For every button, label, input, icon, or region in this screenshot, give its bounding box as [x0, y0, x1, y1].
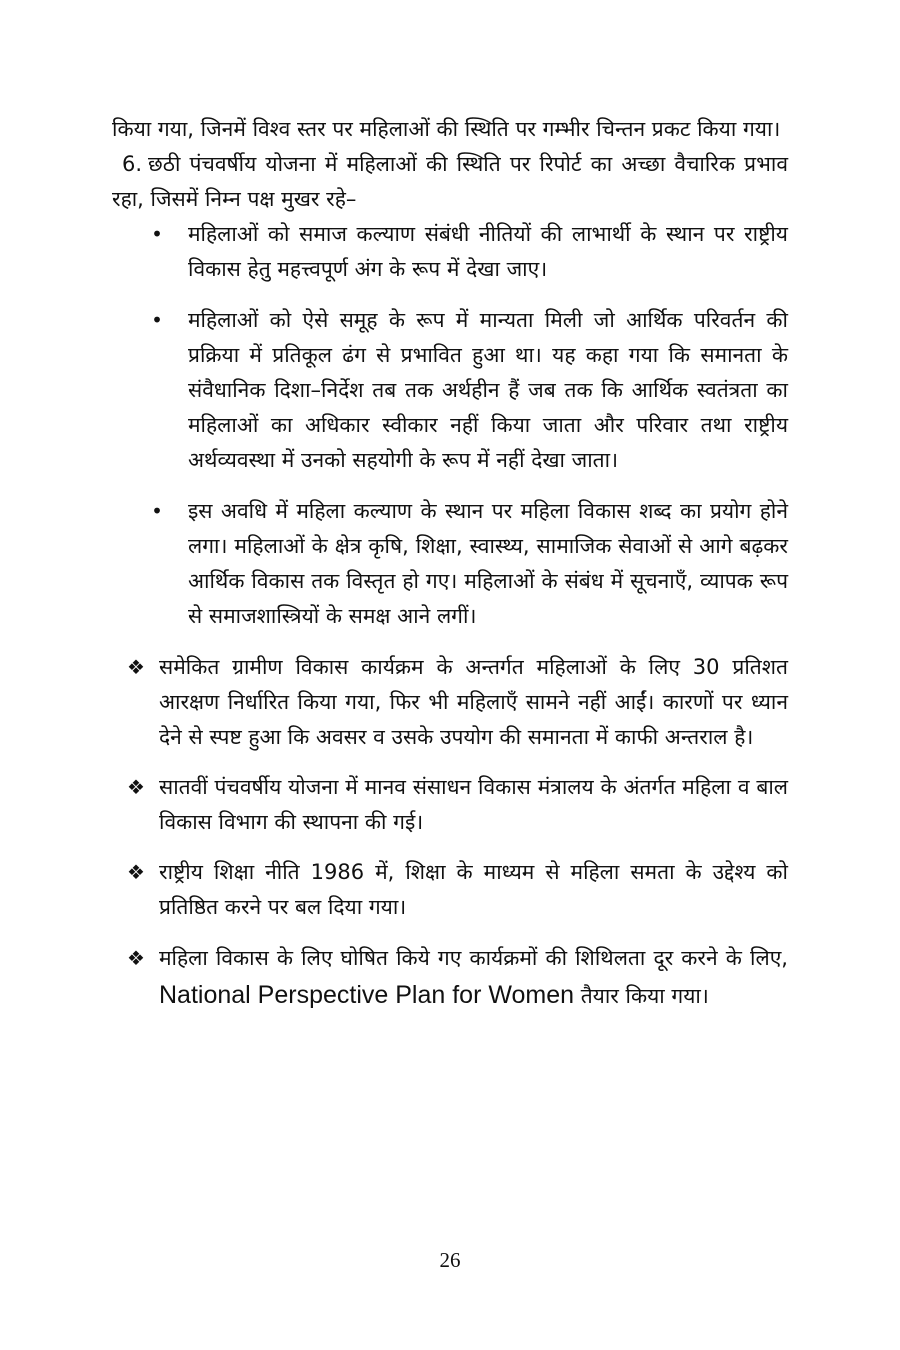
- four-diamond-icon: ❖: [127, 775, 145, 799]
- diamond-item: [112, 855, 788, 925]
- diamond-item: [112, 770, 788, 840]
- diamond-list: [112, 650, 788, 1015]
- diamond-item: [112, 940, 788, 1015]
- diamond-text: सातवीं पंचवर्षीय योजना में मानव संसाधन विकास मंत्रालय के अंतर्गत महिला व बाल विकास विभाग की स्थापना की गई।: [159, 775, 788, 834]
- diamond-text: राष्ट्रीय शिक्षा नीति 1986 में, शिक्षा के माध्यम से महिला समता के उद्देश्य को प्रतिष्ठित करने पर बल दिया गया।: [159, 860, 788, 919]
- four-diamond-icon: ❖: [127, 860, 145, 884]
- section-6-text: छठी पंचवर्षीय योजना में महिलाओं की स्थिति पर रिपोर्ट का अच्छा वैचारिक प्रभाव रहा, जिसमें निम्न पक्ष मुखर रहे–: [112, 152, 788, 211]
- four-diamond-icon: ❖: [127, 655, 145, 679]
- diamond-text-after: तैयार किया गया।: [574, 984, 709, 1008]
- bullet-item: [112, 303, 788, 478]
- page-number: 26: [439, 1248, 461, 1272]
- bullet-text: इस अवधि में महिला कल्याण के स्थान पर महिला विकास शब्द का प्रयोग होने लगा। महिलाओं के क्षेत्र कृषि, शिक्षा, स्वास्थ्य, सामाजिक सेवाओं से आगे बढ़कर आर्थिक विकास तक विस्तृत हो गए। महिलाओं के संबंध में सूचनाएँ, व्यापक रूप से समाजशास्त्रियों के समक्ष आने लगीं।: [188, 499, 788, 628]
- document-page: [112, 112, 788, 1030]
- bullet-icon: •: [151, 308, 163, 332]
- section-6-number: 6.: [122, 152, 143, 176]
- diamond-text-before: महिला विकास के लिए घोषित किये गए कार्यक्रमों की शिथिलता दूर करने के लिए,: [159, 946, 788, 970]
- diamond-item: [112, 650, 788, 755]
- bullet-item: [112, 494, 788, 634]
- bullet-text: महिलाओं को ऐसे समूह के रूप में मान्यता मिली जो आर्थिक परिवर्तन की प्रक्रिया में प्रतिकूल ढंग से प्रभावित हुआ था। यह कहा गया कि समानता के संवैधानिक दिशा–निर्देश तब तक अर्थहीन हैं जब तक कि आर्थिक स्वतंत्रता का महिलाओं का अधिकार स्वीकार नहीं किया जाता और परिवार तथा राष्ट्रीय अर्थव्यवस्था में उनको सहयोगी के रूप में नहीं देखा जाता।: [188, 308, 788, 472]
- bullet-icon: •: [151, 499, 163, 523]
- bullet-item: [112, 217, 788, 287]
- bullet-icon: •: [151, 222, 163, 246]
- bullet-text: महिलाओं को समाज कल्याण संबंधी नीतियों की लाभार्थी के स्थान पर राष्ट्रीय विकास हेतु महत्त्वपूर्ण अंग के रूप में देखा जाए।: [188, 222, 788, 281]
- four-diamond-icon: ❖: [127, 946, 145, 970]
- bullet-list: [112, 217, 788, 634]
- diamond-text: समेकित ग्रामीण विकास कार्यक्रम के अन्तर्गत महिलाओं के लिए 30 प्रतिशत आरक्षण निर्धारित किया गया, फिर भी महिलाएँ सामने नहीं आईं। कारणों पर ध्यान देने से स्पष्ट हुआ कि अवसर व उसके उपयोग की समानता में काफी अन्तराल है।: [159, 655, 788, 749]
- section-6-paragraph: [112, 147, 788, 217]
- plan-name-english: National Perspective Plan for Women: [159, 981, 575, 1009]
- intro-paragraph: किया गया, जिनमें विश्व स्तर पर महिलाओं की स्थिति पर गम्भीर चिन्तन प्रकट किया गया।: [112, 117, 781, 141]
